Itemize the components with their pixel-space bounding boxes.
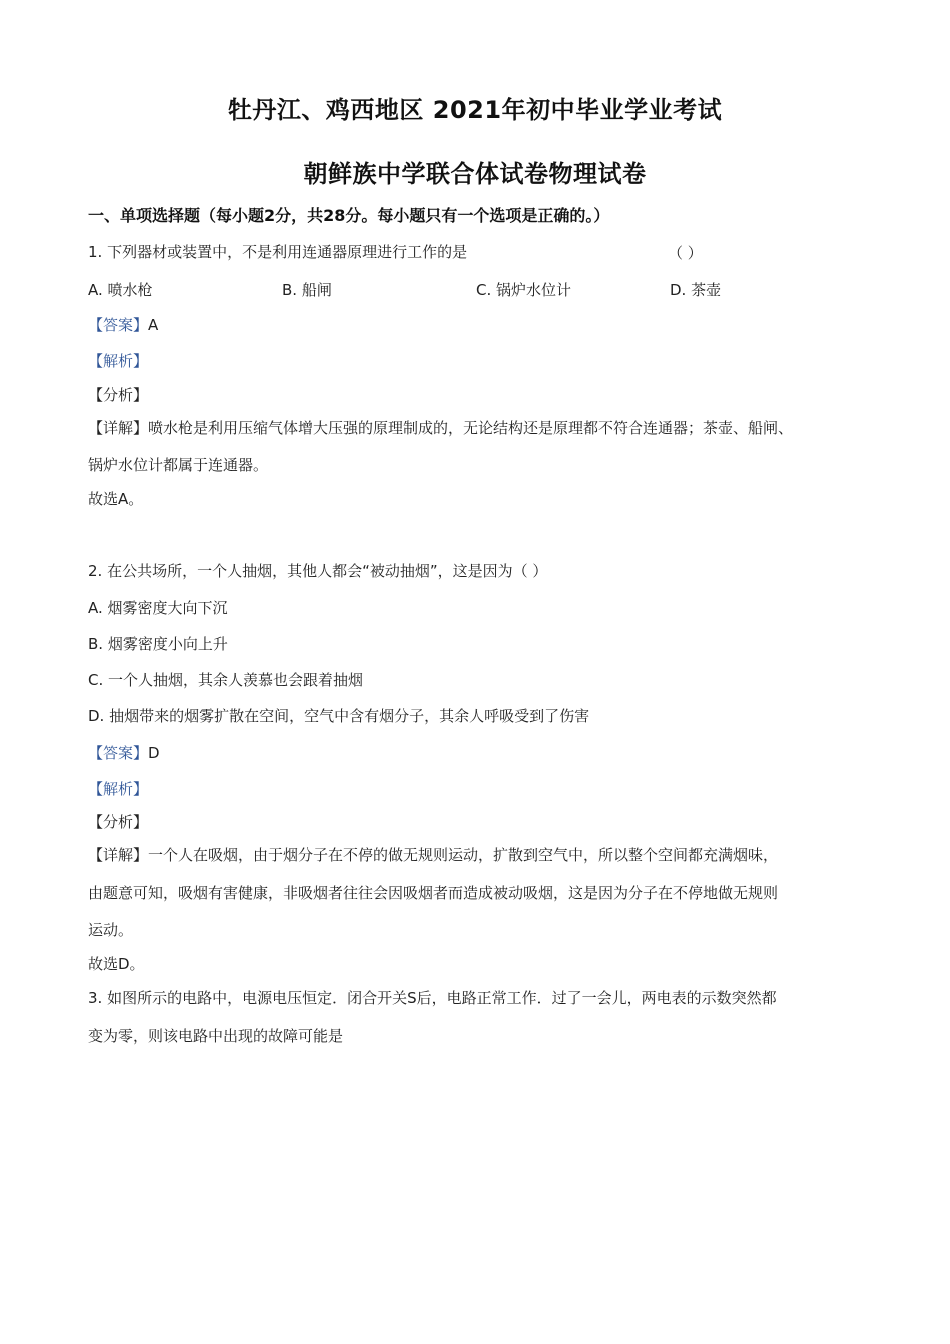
question-2-conclusion: 故选D。 xyxy=(88,955,145,973)
detail-tag: 【详解】 xyxy=(88,846,149,864)
question-2-option-d: D. 抽烟带来的烟雾扩散在空间，空气中含有烟分子，其余人呼吸受到了伤害 xyxy=(88,707,590,725)
question-2-stem: 2. 在公共场所，一个人抽烟，其他人都会“被动抽烟”，这是因为（ ） xyxy=(88,562,548,580)
question-3-stem-line1: 3. 如图所示的电路中，电源电压恒定．闭合开关S后，电路正常工作．过了一会儿，两电表的示数突然都 xyxy=(88,989,777,1007)
question-2-answer xyxy=(88,743,160,763)
question-1-option-d: D. 茶壶 xyxy=(670,281,722,299)
answer-value: D xyxy=(148,744,160,762)
question-3-stem-line2: 变为零，则该电路中出现的故障可能是 xyxy=(88,1027,344,1045)
question-2-detail-line2: 由题意可知，吸烟有害健康，非吸烟者往往会因吸烟者而造成被动吸烟，这是因为分子在不停地做无规则 xyxy=(88,884,779,902)
question-1-option-b: B. 船闸 xyxy=(282,281,332,299)
question-2-option-b: B. 烟雾密度小向上升 xyxy=(88,635,228,653)
question-2-detail-line1 xyxy=(88,845,778,865)
question-2-option-a: A. 烟雾密度大向下沉 xyxy=(88,599,228,617)
answer-value: A xyxy=(148,316,159,334)
question-1-stem: 1. 下列器材或装置中，不是利用连通器原理进行工作的是 xyxy=(88,243,468,261)
answer-tag: 【答案】 xyxy=(88,316,149,334)
question-2-analysis-tag: 【解析】 xyxy=(88,780,149,798)
exam-title-line2: 朝鲜族中学联合体试卷物理试卷 xyxy=(303,160,647,188)
question-1-detail-line1 xyxy=(88,418,793,438)
question-1-analysis-tag: 【解析】 xyxy=(88,352,149,370)
question-1-answer-blank: （ ） xyxy=(668,244,703,262)
question-2-fenxi-tag: 【分析】 xyxy=(88,813,149,831)
question-2-option-c: C. 一个人抽烟，其余人羡慕也会跟着抽烟 xyxy=(88,671,364,689)
question-1-option-a: A. 喷水枪 xyxy=(88,281,153,299)
question-1-fenxi-tag: 【分析】 xyxy=(88,386,149,404)
section-heading: 一、单项选择题（每小题2分，共28分。每小题只有一个选项是正确的。） xyxy=(88,206,610,225)
question-1-answer xyxy=(88,315,158,335)
detail-text: 一个人在吸烟，由于烟分子在不停的做无规则运动，扩散到空气中，所以整个空间都充满烟味， xyxy=(148,846,779,864)
question-1-conclusion: 故选A。 xyxy=(88,490,144,508)
detail-text: 喷水枪是利用压缩气体增大压强的原理制成的，无论结构还是原理都不符合连通器；茶壶、船闸、 xyxy=(148,419,794,437)
question-2-detail-line3: 运动。 xyxy=(88,921,134,939)
question-1-detail-line2: 锅炉水位计都属于连通器。 xyxy=(88,456,269,474)
question-1-option-c: C. 锅炉水位计 xyxy=(476,281,572,299)
exam-title-line1: 牡丹江、鸡西地区 2021年初中毕业学业考试 xyxy=(227,96,723,124)
detail-tag: 【详解】 xyxy=(88,419,149,437)
answer-tag: 【答案】 xyxy=(88,744,149,762)
